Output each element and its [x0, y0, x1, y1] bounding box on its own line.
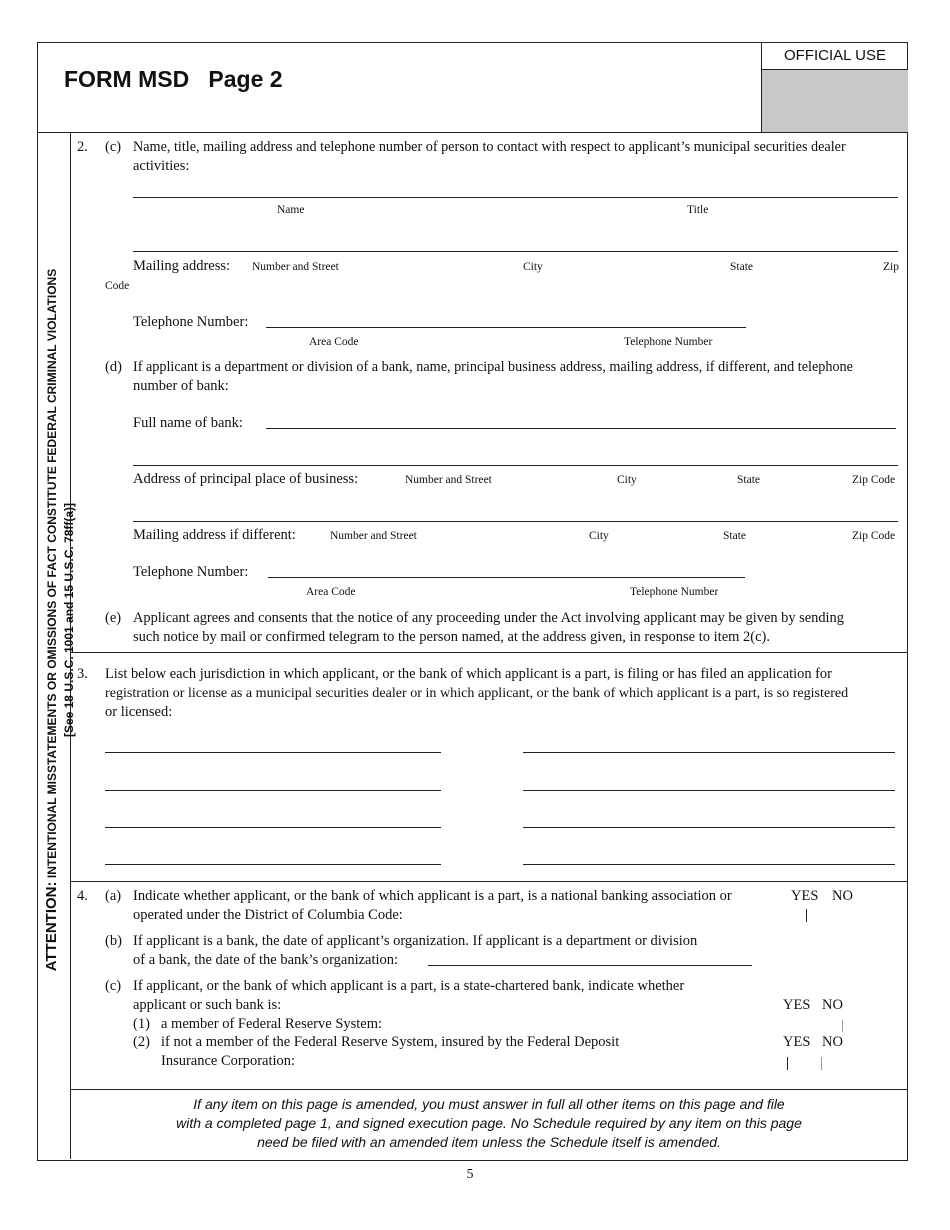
- item2e-text-1: Applicant agrees and consents that the notice of any proceeding under the Act involving applicant may be given by sending: [133, 610, 844, 626]
- official-use-label: OFFICIAL USE: [762, 42, 908, 70]
- full-name-label: Full name of bank:: [133, 415, 243, 431]
- jurisdiction-line-1[interactable]: [105, 752, 441, 753]
- principal-city: City: [617, 474, 637, 486]
- principal-address-label: Address of principal place of business:: [133, 471, 359, 487]
- item2c-text-1: Name, title, mailing address and telephone number of person to contact with respect to applicant’s municipal securities dealer: [133, 139, 846, 155]
- jurisdiction-line-3[interactable]: [105, 790, 441, 791]
- jurisdiction-line-5[interactable]: [105, 827, 441, 828]
- principal-zip-code: Zip Code: [852, 474, 896, 486]
- contact-address-line[interactable]: [133, 251, 898, 252]
- item4a-text-1: Indicate whether applicant, or the bank of which applicant is a part, is a national banking association or: [133, 888, 732, 904]
- item4a-yes: YES: [791, 888, 819, 904]
- item2c-text-2: activities:: [133, 158, 190, 174]
- attention-text: INTENTIONAL MISSTATEMENTS OR OMISSIONS OF FACT CONSTITUTE FEDERAL CRIMINAL VIOLATIONS: [45, 268, 59, 879]
- item4-number: 4.: [77, 888, 88, 904]
- item4b-text-2: of a bank, the date of the bank’s organization:: [133, 952, 399, 968]
- section-divider-4: [70, 881, 907, 882]
- principal-number-street: Number and Street: [405, 474, 492, 486]
- item4b-label: (b): [105, 933, 122, 949]
- item2c-label: (c): [105, 139, 122, 155]
- jurisdiction-line-4[interactable]: [523, 790, 895, 791]
- item4c1-label: (1): [133, 1016, 150, 1032]
- item4c2-no: NO: [822, 1034, 843, 1050]
- official-use-box: [761, 42, 908, 132]
- section-divider-footer: [70, 1089, 907, 1090]
- mailing-address-label: Mailing address:: [133, 258, 231, 274]
- telephone-number-caption: Telephone Number: [624, 336, 713, 348]
- official-use-shaded: [762, 70, 908, 132]
- item4c1-text: a member of Federal Reserve System:: [161, 1016, 383, 1032]
- item4c2-no-checkbox[interactable]: [821, 1057, 822, 1070]
- page-label: Page 2: [208, 66, 283, 92]
- state-caption: State: [730, 261, 753, 273]
- item2d-label: (d): [105, 359, 122, 375]
- item4c2-text-2: Insurance Corporation:: [161, 1053, 296, 1069]
- attention-label: ATTENTION:: [43, 881, 60, 972]
- item3-number: 3.: [77, 666, 88, 682]
- amendment-note-line-2: with a completed page 1, and signed execution page. No Schedule required by any item on this page: [176, 1115, 802, 1131]
- item2-number: 2.: [77, 139, 88, 155]
- mailing-number-street: Number and Street: [330, 530, 417, 542]
- item2d-text-2: number of bank:: [133, 378, 229, 394]
- attention-citation: [See 18 U.S.C. 1001 and 15 U.S.C. 78ff(a)]: [62, 502, 76, 738]
- item3-text-3: or licensed:: [105, 704, 173, 720]
- mailing-state: State: [723, 530, 746, 542]
- amendment-note: [71, 1095, 907, 1152]
- page-number: 5: [466, 1167, 474, 1182]
- jurisdiction-line-8[interactable]: [523, 864, 895, 865]
- item3-text-1: List below each jurisdiction in which applicant, or the bank of which applicant is a part, is filing or has filed an application for: [105, 666, 832, 682]
- jurisdiction-line-2[interactable]: [523, 752, 895, 753]
- city-caption: City: [523, 261, 543, 273]
- area-code-caption: Area Code: [309, 336, 359, 348]
- name-caption: Name: [277, 204, 305, 216]
- mailing-different-line[interactable]: [133, 521, 898, 522]
- section-divider-3: [70, 652, 907, 653]
- item4a-text-2: operated under the District of Columbia Code:: [133, 907, 403, 923]
- bank-area-code-caption: Area Code: [306, 586, 356, 598]
- jurisdiction-line-7[interactable]: [105, 864, 441, 865]
- contact-telephone-line[interactable]: [266, 327, 746, 328]
- mailing-different-label: Mailing address if different:: [133, 527, 296, 543]
- item4c1-no-checkbox[interactable]: [842, 1020, 843, 1032]
- jurisdiction-line-6[interactable]: [523, 827, 895, 828]
- item3-text-2: registration or license as a municipal securities dealer or in which applicant, or the bank of which applicant is a part, is so registered: [105, 685, 849, 701]
- contact-telephone-label: Telephone Number:: [133, 314, 249, 330]
- mailing-city: City: [589, 530, 609, 542]
- item4a-no: NO: [832, 888, 853, 904]
- principal-address-line[interactable]: [133, 465, 898, 466]
- item4c-text-1: If applicant, or the bank of which applicant is a part, is a state-chartered bank, indicate whether: [133, 978, 685, 994]
- organization-date-line[interactable]: [428, 965, 752, 966]
- item2e-text-2: such notice by mail or confirmed telegram to the person named, at the address given, in response to item 2(c).: [133, 629, 771, 645]
- item4a-yes-checkbox[interactable]: [806, 909, 807, 922]
- title-caption: Title: [687, 204, 709, 216]
- principal-state: State: [737, 474, 760, 486]
- item4c-label: (c): [105, 978, 122, 994]
- item4c-yes: YES: [783, 997, 811, 1013]
- bank-telephone-line[interactable]: [268, 577, 745, 578]
- amendment-note-line-3: need be filed with an amended item unless the Schedule itself is amended.: [257, 1134, 721, 1150]
- zip-caption: Zip: [883, 261, 899, 273]
- item2d-text-1: If applicant is a department or division of a bank, name, principal business address, mailing address, if different, and telephone: [133, 359, 853, 375]
- item4b-text-1: If applicant is a bank, the date of applicant’s organization. If applicant is a department or division: [133, 933, 698, 949]
- form-name: FORM MSD: [64, 66, 190, 92]
- item4c2-text-1: if not a member of the Federal Reserve System, insured by the Federal Deposit: [161, 1034, 620, 1050]
- full-name-line[interactable]: [266, 428, 896, 429]
- number-street-caption: Number and Street: [252, 261, 339, 273]
- item4c-text-2: applicant or such bank is:: [133, 997, 282, 1013]
- form-title: [64, 66, 283, 93]
- item4a-label: (a): [105, 888, 122, 904]
- attention-sidebar: [43, 180, 76, 1060]
- bank-telephone-label: Telephone Number:: [133, 564, 249, 580]
- header-divider: [37, 132, 907, 133]
- amendment-note-line-1: If any item on this page is amended, you must answer in full all other items on this page and file: [193, 1096, 785, 1112]
- item4c2-yes: YES: [783, 1034, 811, 1050]
- bank-telephone-number-caption: Telephone Number: [630, 586, 719, 598]
- item2e-label: (e): [105, 610, 122, 626]
- item4c-no: NO: [822, 997, 843, 1013]
- mailing-zip-code: Zip Code: [852, 530, 896, 542]
- code-caption: Code: [105, 280, 130, 292]
- item4c2-label: (2): [133, 1034, 150, 1050]
- item4c2-yes-checkbox[interactable]: [787, 1057, 788, 1070]
- contact-name-line[interactable]: [133, 197, 898, 198]
